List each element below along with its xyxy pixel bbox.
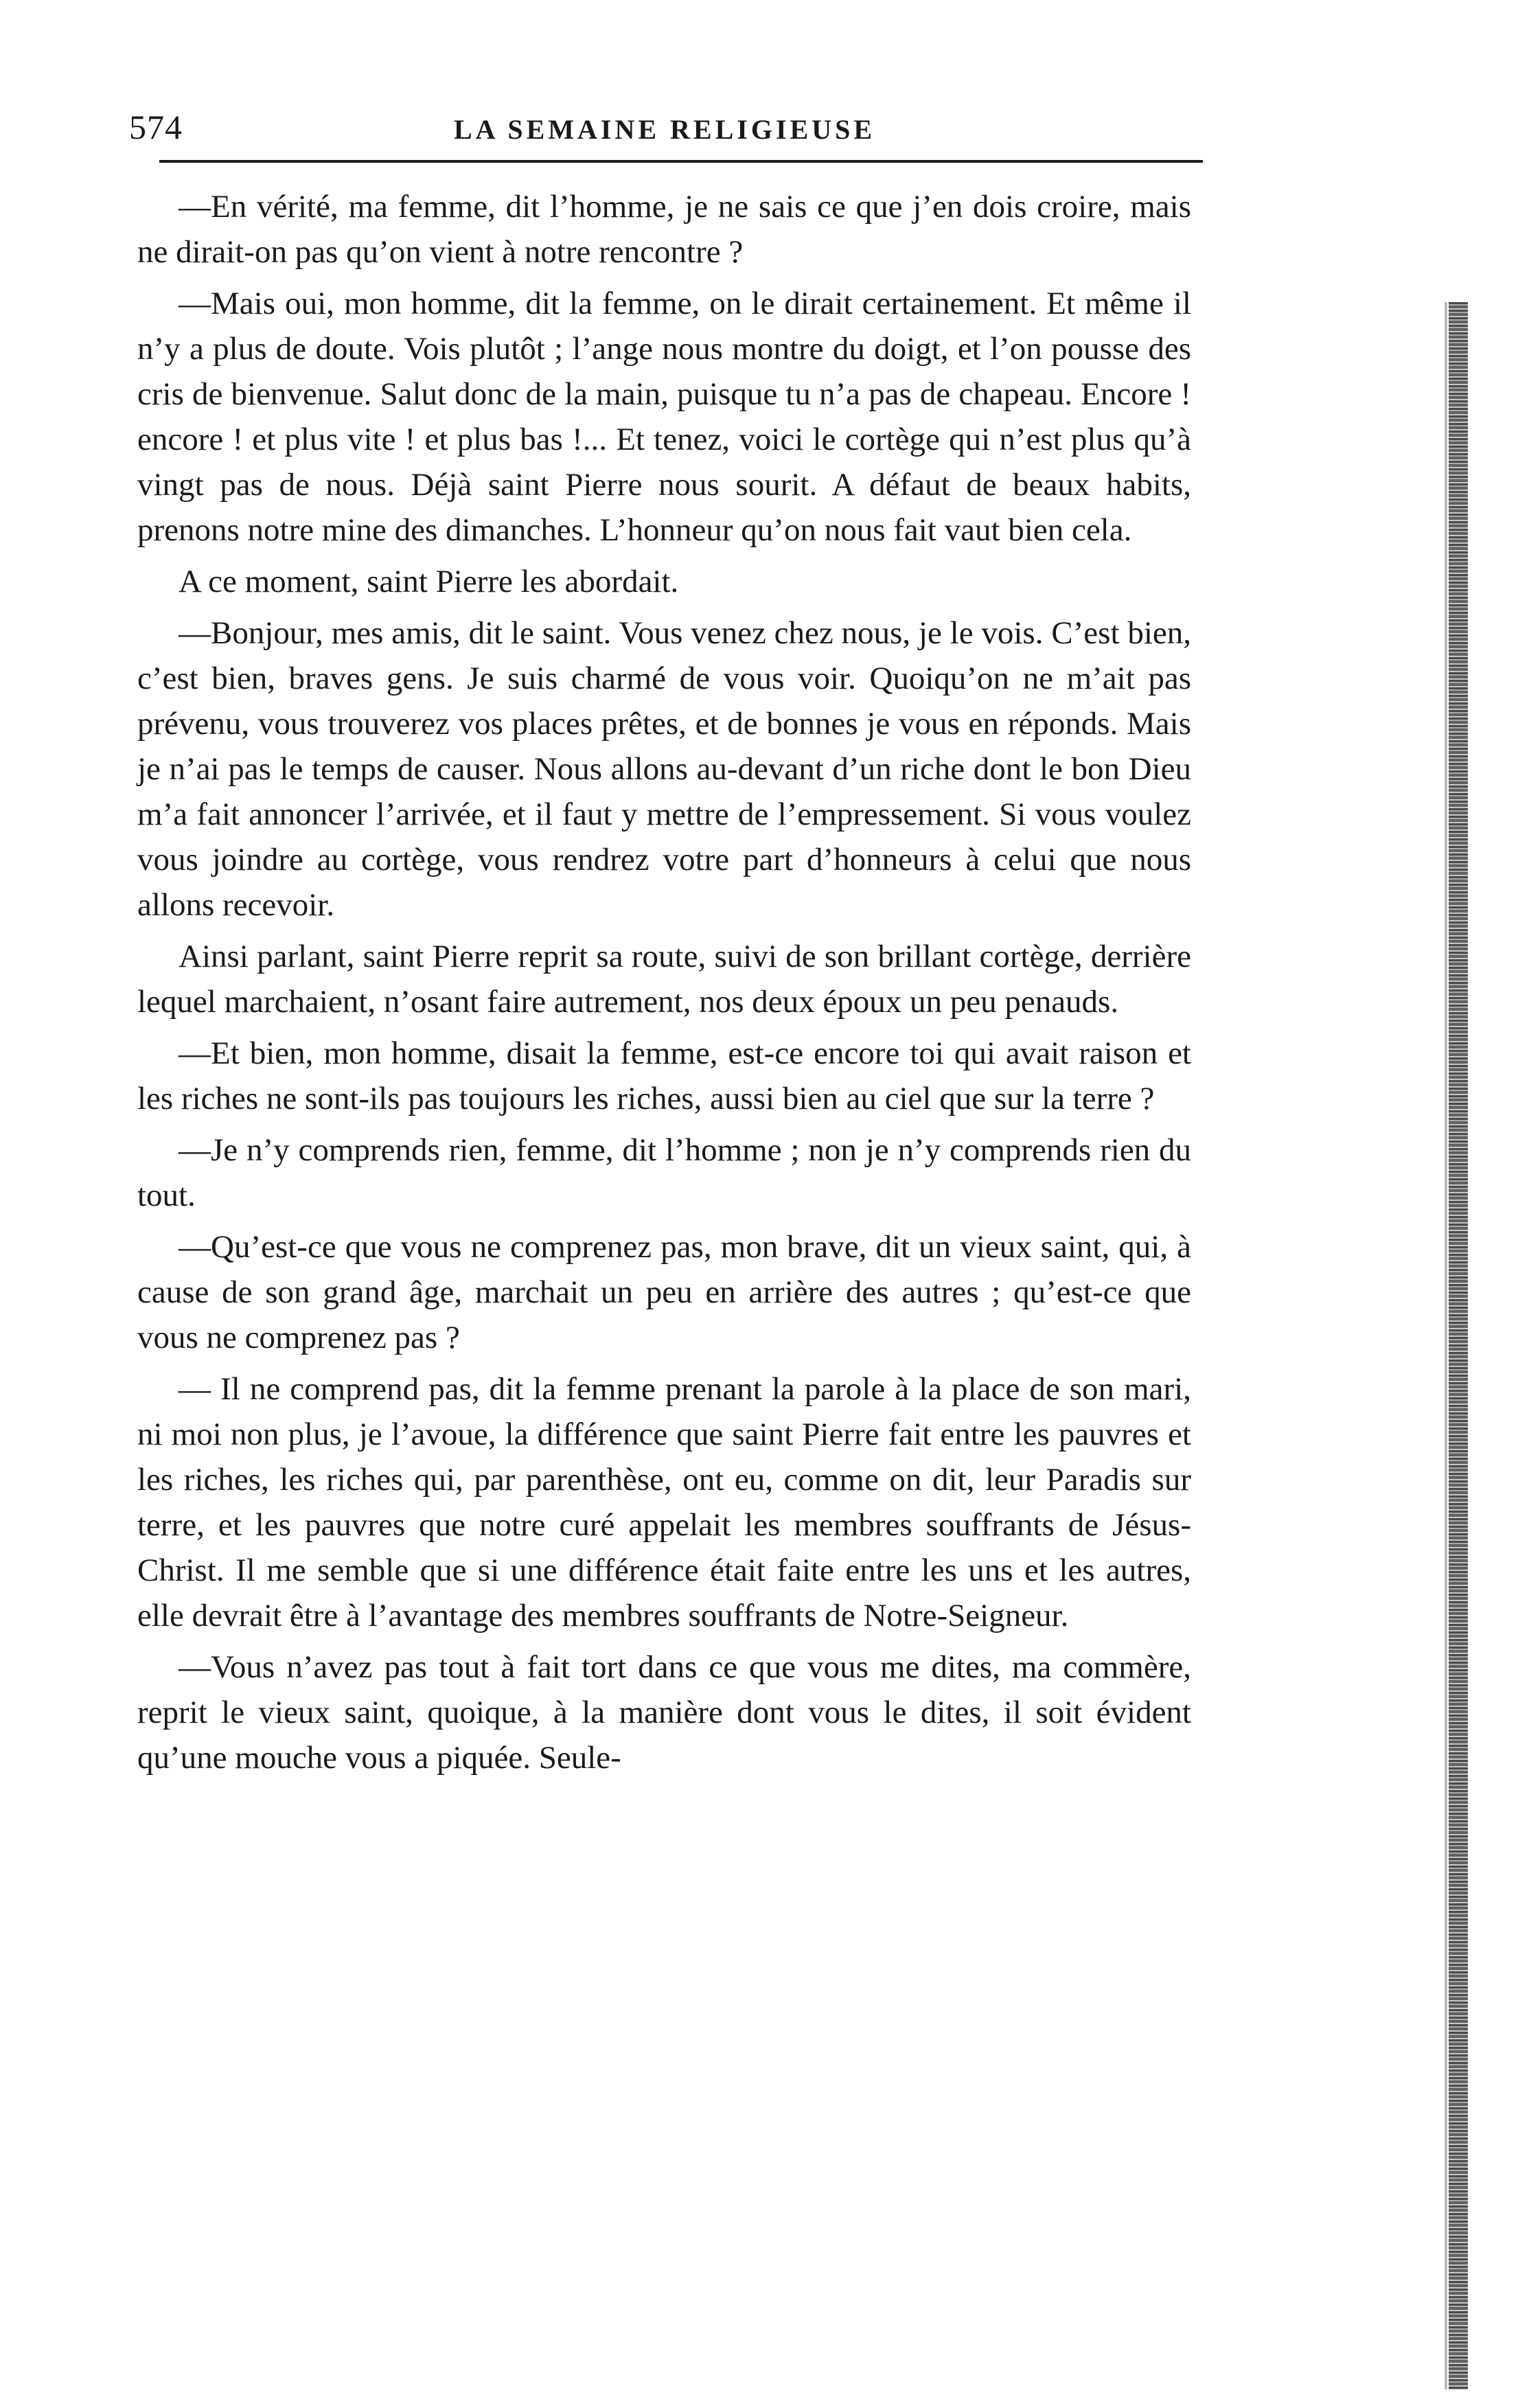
paragraph: —Mais oui, mon homme, dit la femme, on le dirait certainement. Et même il n’y a plus de doute. Vois plutôt ; l’ange nous montre du doigt, et l’on pousse des cris de bienvenue. Salut donc de la main, puisque tu n’a pas de chapeau. Encore ! encore ! et plus vite ! et plus bas !... Et tenez, voici le cortège qui n’est plus qu’à vingt pas de nous. Déjà saint Pierre nous sourit. A défaut de beaux habits, prenons notre mine des dimanches. L’honneur qu’on nous fait vaut bien cela. (137, 286, 1191, 548)
body-text (137, 184, 1191, 1787)
paragraph: —Et bien, mon homme, disait la femme, est-ce encore toi qui avait raison et les riches ne sont-ils pas toujours les riches, aussi bien au ciel que sur la terre ? (137, 1035, 1191, 1116)
scan-edge (1449, 302, 1468, 2389)
page-header (129, 103, 1200, 151)
paragraph: —Je n’y comprends rien, femme, dit l’homme ; non je n’y comprends rien du tout. (137, 1132, 1191, 1213)
paragraph: —Vous n’avez pas tout à fait tort dans ce que vous me dites, ma commère, reprit le vieux saint, quoique, à la manière dont vous le dites, il soit évident qu’une mouche vous a piquée. Seule- (137, 1649, 1191, 1776)
page-number: 574 (129, 108, 183, 146)
paragraph: — Il ne comprend pas, dit la femme prenant la parole à la place de son mari, ni moi non plus, je l’avoue, la différence que saint Pierre fait entre les pauvres et les riches, les riches qui, par parenthèse, ont eu, comme on dit, leur Paradis sur terre, et les pauvres que notre curé appelait les membres souffrants de Jésus-Christ. Il me semble que si une différence était faite entre les uns et les autres, elle devrait être à l’avantage des membres souffrants de Notre-Seigneur. (137, 1371, 1191, 1633)
header-rule (159, 160, 1203, 163)
paragraph: —Qu’est-ce que vous ne comprenez pas, mon brave, dit un vieux saint, qui, à cause de son grand âge, marchait un peu en arrière des autres ; qu’est-ce que vous ne comprenez pas ? (137, 1229, 1191, 1355)
scan-edge-shadow (1445, 302, 1447, 2389)
running-title: LA SEMAINE RELIGIEUSE (453, 114, 876, 145)
paragraph: —En vérité, ma femme, dit l’homme, je ne sais ce que j’en dois croire, mais ne dirait-on pas qu’on vient à notre rencontre ? (137, 189, 1191, 270)
paragraph: Ainsi parlant, saint Pierre reprit sa route, suivi de son brillant cortège, derrière lequel marchaient, n’osant faire autrement, nos deux époux un peu penauds. (137, 939, 1191, 1020)
paragraph: A ce moment, saint Pierre les abordait. (179, 564, 679, 599)
paragraph: —Bonjour, mes amis, dit le saint. Vous venez chez nous, je le vois. C’est bien, c’est bien, braves gens. Je suis charmé de vous voir. Quoiqu’on ne m’ait pas prévenu, vous trouverez vos places prêtes, et de bonnes je vous en réponds. Mais je n’ai pas le temps de causer. Nous allons au-devant d’un riche dont le bon Dieu m’a fait annoncer l’arrivée, et il faut y mettre de l’empressement. Si vous voulez vous joindre au cortège, vous rendrez votre part d’honneurs à celui que nous allons recevoir. (137, 615, 1191, 923)
